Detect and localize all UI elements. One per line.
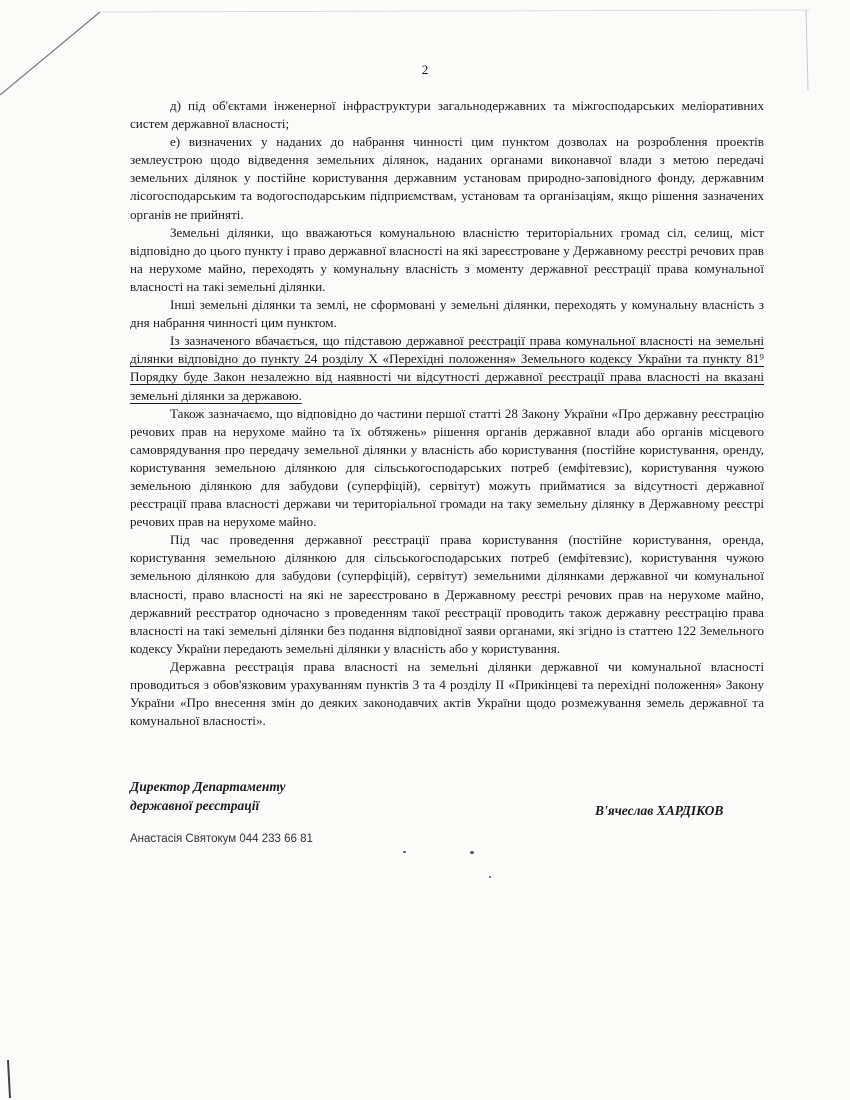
page-number: 2 [421, 62, 429, 77]
paragraph-other-lands: Інші земельні ділянки та землі, не сформовані у земельні ділянки, переходять у комунальну власність з дня набрання чинності цим пунктом. [130, 297, 764, 331]
document-body [130, 97, 764, 730]
paragraph-communal-ownership: Земельні ділянки, що вважаються комунальною власністю територіальних громад сіл, селищ, міст відповідно до цього пункту і право державної власності на які зареєстроване у Державному реєстрі речових прав на нерухоме майно, переходять у комунальну власність з моменту державної реєстрації права комунальної власності на такі земельні ділянки. [130, 224, 764, 294]
signatory-title-line2: державної реєстрації [130, 798, 260, 813]
scan-speck [489, 876, 491, 878]
paragraph-e: е) визначених у наданих до набрання чинності цим пунктом дозволах на розроблення проектів землеустрою щодо відведення земельних ділянок, наданих органами виконавчої влади з метою передачі земельних ділянок у постійне користування державним установам природно-заповідного фонду, державним лісогосподарським та водогосподарським підприємствам, установам та організаціям, якщо рішення зазначених органів не прийняті. [130, 134, 764, 222]
paragraph-article-28: Також зазначаємо, що відповідно до частини першої статті 28 Закону України «Про державну реєстрацію речових прав на нерухоме майно та їх обтяжень» рішення органів державної влади або органів місцевого самоврядування про передачу земельної ділянки у власність або користування (постійне користування, оренду, користування земельною ділянкою для сільськогосподарських потреб (емфітевзис), користування чужою земельною ділянкою для забудови (суперфіцій), сервітут) можуть прийматися за відсутності державної реєстрації права власності держави чи територіальної громади на таку земельну ділянку в Державному реєстрі речових прав на нерухоме майно. [130, 405, 764, 530]
contact-line: Анастасія Святокум 044 233 66 81 [130, 833, 313, 845]
signatory-name: В'ячеслав ХАРДІКОВ [595, 803, 724, 818]
signature-block [130, 777, 770, 818]
scan-speck [470, 851, 474, 854]
paragraph-conclusion-text: Із зазначеного вбачається, що підставою державної реєстрації права комунальної власності на земельні ділянки відповідно до пункту 24 розділу X «Перехідні положення» Земельного кодексу України та пункту 81⁹ Порядку буде Закон незалежно від наявності чи відсутності державної реєстрації права власності на вказані земельні ділянки за державою. [130, 333, 764, 403]
paragraph-conclusion [130, 332, 764, 404]
scan-speck [403, 851, 406, 853]
paragraph-d: д) під об'єктами інженерної інфраструктури загальнодержавних та міжгосподарських меліоративних систем державної власності; [130, 98, 764, 132]
paragraph-final-provisions: Державна реєстрація права власності на земельні ділянки державної чи комунальної власності проводиться з обов'язковим урахуванням пунктів 3 та 4 розділу II «Прикінцеві та перехідні положення» Закону України «Про внесення змін до деяких законодавчих актів України щодо розмежування земель державної та комунальної власності». [130, 658, 764, 729]
signatory-title-line1: Директор Департаменту [130, 779, 286, 794]
paragraph-registration-use: Під час проведення державної реєстрації права користування (постійне користування, оренда, користування земельною ділянкою для сільськогосподарських потреб (емфітевзис), користування чужою земельною ділянкою для забудови (суперфіцій), сервітут) земельними ділянками державної чи комунальної власності, право власності на які не зареєстровано в Державному реєстрі речових прав на нерухоме майно, державний реєстратор одночасно з проведенням такої реєстрації проводить також державну реєстрацію права власності на такі земельні ділянки без подання відповідної заяви органами, які згідно із статтею 122 Земельного кодексу України передають земельні ділянки у власність або у користування. [130, 532, 764, 656]
